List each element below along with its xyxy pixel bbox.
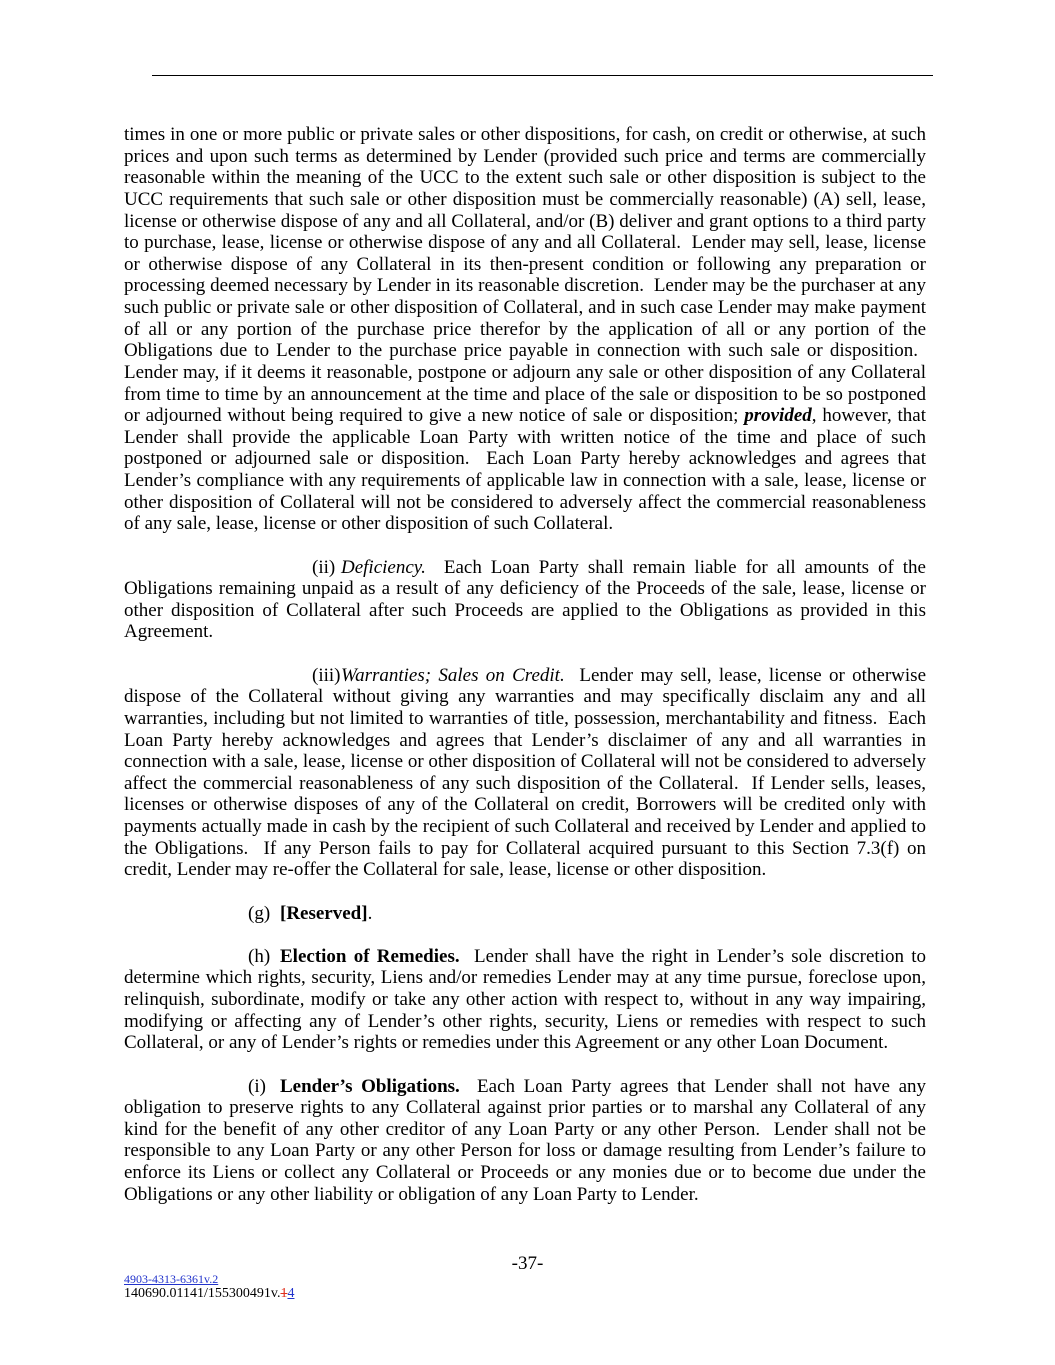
text-line [124,1032,926,1054]
line-text: modifying or affecting any of Lender’s other rights, security, Liens or remedies with respect to such [124,1010,926,1032]
text-line [124,340,918,362]
line-text: the Obligations. If any Person fails to pay for Collateral acquired pursuant to this Section 7.3(f) on [124,837,926,859]
clause-i-lenders-obligations [124,1076,926,1206]
text-line [124,146,926,168]
line-text: prices and upon such terms as determined by Lender (provided such price and terms are commercially [124,145,926,167]
header-rule [152,75,933,76]
text-line [124,838,926,860]
line-text-segment: , however, that [811,405,926,427]
line-text: Lender’s compliance with any requirements of applicable law in connection with a sale, lease, license or [124,470,926,491]
line-text: reasonable within the meaning of the UCC to the extent such sale or other disposition is subject to the [124,167,926,189]
line-text [124,405,926,426]
text-line [124,232,926,254]
clause-heading: [Reserved] [280,902,368,924]
clause-heading: Deficiency. [341,556,426,578]
text-line [124,578,926,600]
text-line [124,189,926,211]
body-text [124,124,926,1205]
line-text: connection with a sale, lease, license or other disposition of Collateral will not be considered to adversely [124,751,926,773]
line-text: Obligations due to Lender to the purchase price payable in connection with such sale or disposition. [124,340,918,362]
clause-ii-deficiency [124,557,926,644]
clause-g-reserved [124,903,926,925]
line-text: other disposition of Collateral will not be considered to adversely affect the commercial reasonableness [124,491,926,513]
line-text: Lender shall provide the applicable Loan Party with written notice of the time and place of such [124,426,926,448]
line-text: processing deemed necessary by Lender in its reasonable discretion. Lender may be the purchaser at any [124,275,926,297]
clause-label: (i) [248,1075,266,1097]
text-line [124,427,926,449]
text-line [124,492,926,514]
text-line [124,1140,926,1162]
line-text: relinquish, subordinate, modify or take any other action with respect to, without in any way impairing, [124,989,926,1010]
line-text: payments actually made in cash by the recipient of such Collateral and received by Lender and applied to [124,816,926,837]
text-line [124,211,926,233]
text-line [124,751,926,773]
proviso-emphasis: provided [744,405,812,427]
text-line [124,730,926,752]
line-text-segment: Lender may sell, lease, license or otherwise [564,664,926,686]
text-line [124,1162,926,1184]
document-reference-inserted: 4 [287,1286,295,1301]
text-line [124,967,926,989]
text-line [124,1119,926,1141]
line-text-segment: . [367,902,373,924]
document-reference-deleted: 1 [280,1286,288,1301]
text-line [124,297,926,319]
line-text [312,557,926,578]
line-text: of any sale, lease, license or other disposition of such Collateral. [124,513,614,535]
line-text-segment: Each Loan Party shall remain liable for all amounts of the [425,556,926,578]
line-text: obligation to preserve rights to any Collateral against prior parties or to marshal any Collateral of any [124,1097,926,1119]
text-line [124,1011,926,1033]
line-text: license or otherwise dispose of any and all Collateral, and/or (B) deliver and grant options to a third party [124,210,926,232]
clause-iii-warranties [124,665,926,881]
line-text: postponed or adjourned sale or disposition. Each Loan Party hereby acknowledges and agrees that [124,448,926,470]
text-line [124,708,926,730]
paragraph-sale-disposition-continued [124,124,926,535]
line-text [312,665,926,686]
text-line [124,319,926,341]
text-line [124,686,926,708]
line-text: UCC requirements that such sale or other disposition must be commercially reasonable) (A) sell, lease, [124,188,926,210]
text-line [124,275,926,297]
text-line [124,405,926,427]
text-line [124,989,926,1011]
text-line [124,254,926,276]
line-text: times in one or more public or private sales or other dispositions, for cash, on credit or otherwise, at such [124,124,926,145]
text-line [312,665,926,687]
text-line [124,600,926,622]
line-text: Agreement. [124,621,214,643]
document-reference [124,1286,294,1302]
line-text [248,946,926,967]
clause-heading: Election of Remedies. [280,945,460,967]
line-text-segment: or adjourned without being required to give a new notice of sale or disposition; [124,405,745,427]
line-text: of all or any portion of the purchase price therefor by the application of all or any portion of the [124,318,926,340]
clause-label: (g) [248,902,271,924]
line-text: determine which rights, security, Liens and/or remedies Lender may at any time pursue, foreclose upon, [124,967,926,989]
clause-label: (h) [248,945,271,967]
text-line [124,513,926,535]
line-text: Collateral, or any of Lender’s rights or remedies under this Agreement or any other Loan Document. [124,1032,889,1054]
text-line [124,384,926,406]
clause-heading: Warranties; Sales on Credit. [341,664,565,686]
page-number: -37- [511,1253,544,1274]
line-text: credit, Lender may re-offer the Collateral for sale, lease, license or other disposition. [124,859,767,881]
document-id-link[interactable]: 4903-4313-6361v.2 [124,1272,219,1286]
line-text: Obligations or any other liability or obligation of any Loan Party to Lender. [124,1183,699,1205]
text-line [124,794,926,816]
text-line [124,1097,926,1119]
line-text: other disposition of Collateral after such Proceeds are applied to the Obligations as provided in this [124,599,926,621]
line-text: Lender may, if it deems it reasonable, postpone or adjourn any sale or other disposition of any Collateral [124,361,926,383]
text-line [124,448,926,470]
line-text: dispose of the Collateral without giving any warranties and may specifically disclaim any and all [124,686,926,708]
text-line [312,557,926,579]
text-line [124,124,926,146]
line-text: affect the commercial reasonableness of any such disposition of the Collateral. If Lender sells, leases, [124,772,926,794]
line-text: Obligations remaining unpaid as a result of any deficiency of the Proceeds of the sale, lease, license or [124,578,926,600]
text-line [124,470,926,492]
text-line [124,816,926,838]
clause-label: (iii) [312,664,341,686]
line-text: to purchase, lease, license or otherwise dispose of any and all Collateral. Lender may sell, lease, license [124,232,926,254]
line-text [248,1076,926,1097]
line-text: or otherwise dispose of any Collateral in its then-present condition or following any preparation or [124,253,926,275]
line-text: warranties, including but not limited to warranties of title, possession, merchantability and fitness. Each [124,707,926,729]
document-reference-base: 140690.01141/155300491v. [124,1286,281,1301]
text-line [124,773,926,795]
clause-h-election-of-remedies [124,946,926,1054]
line-text: Loan Party hereby acknowledges and agrees that Lender’s disclaimer of any and all warranties in [124,729,926,751]
line-text-segment: Lender shall have the right in Lender’s sole discretion to [459,945,926,967]
line-text: licenses or otherwise disposes of any of the Collateral on credit, Borrowers will be credited only with [124,794,926,816]
line-text: such public or private sale or other disposition of Collateral, and in such case Lender may make payment [124,297,926,318]
clause-label: (ii) [312,556,336,578]
clause-heading: Lender’s Obligations. [280,1075,460,1097]
line-text-segment: Each Loan Party agrees that Lender shall not have any [459,1075,927,1097]
line-text: responsible to any Loan Party or any other Person for loss or damage resulting from Lender’s failure to [124,1140,926,1162]
text-line [124,621,926,643]
text-line [248,1076,926,1098]
line-text: from time to time by an announcement at the time and place of the sale or disposition to be so postponed [124,383,926,405]
line-text [248,903,372,924]
text-line [124,859,926,881]
text-line [248,903,926,925]
text-line [124,167,926,189]
line-text: kind for the benefit of any other creditor of any Loan Party or any other Person. Lender shall not be [124,1118,926,1140]
text-line [124,1184,926,1206]
line-text: enforce its Liens or collect any Collateral or Proceeds or any monies due or to become due under the [124,1162,926,1183]
text-line [248,946,926,968]
text-line [124,362,926,384]
